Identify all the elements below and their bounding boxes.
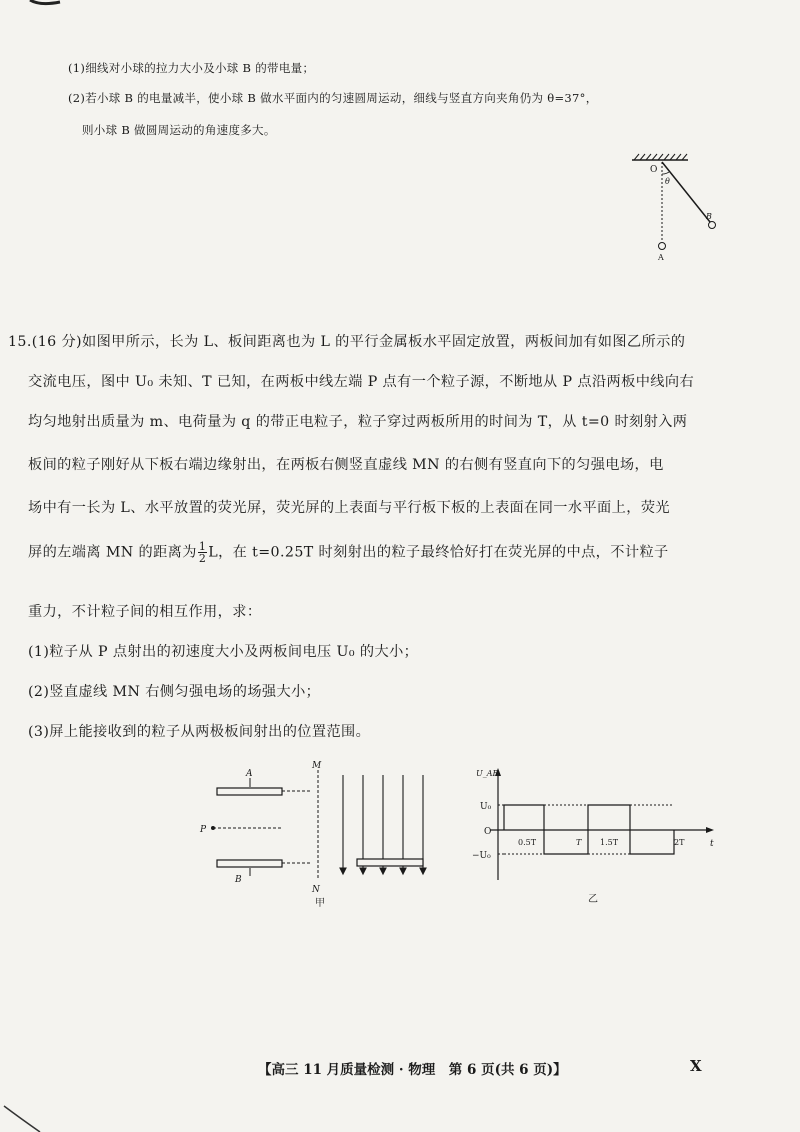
lower-plate — [217, 860, 282, 867]
problem-15-line5: 场中有一长为 L、水平放置的荧光屏，荧光屏的上表面与平行板下板的上表面在同一水平面上，荧光 — [28, 500, 670, 516]
tick-T: T — [576, 838, 582, 847]
tick-1.5T: 1.5T — [600, 838, 619, 847]
problem-score: (16 分) — [31, 334, 82, 350]
fraction-one-half: $\frac{1}{2}$ — [198, 540, 207, 565]
question-2: (2)竖直虚线 MN 右侧匀强电场的场强大小； — [28, 684, 321, 700]
page-footer: 【高三 11 月质量检测 · 物理 第 6 页(共 6 页)】 — [258, 1062, 567, 1078]
caption-yi: 乙 — [588, 894, 598, 905]
scan-artifact-bottom — [0, 1100, 80, 1132]
label-U0: U₀ — [480, 802, 492, 812]
problem-15-line2: 交流电压，图中 U₀ 未知、T 已知，在两板中线左端 P 点有一个粒子源，不断地从 P 点沿两板中线向右 — [28, 374, 695, 390]
label-O: O — [650, 165, 658, 175]
figure-jia — [195, 760, 445, 910]
tick-2T: 2T — [674, 838, 685, 847]
label-B: B — [706, 212, 712, 221]
label-theta: θ — [665, 177, 670, 186]
question-3: (3)屏上能接收到的粒子从两极板间射出的位置范围。 — [28, 724, 371, 740]
point-P — [211, 826, 215, 830]
label-O: O — [484, 827, 492, 837]
problem-15-line4: 板间的粒子刚好从下板右端边缘射出，在两板右侧竖直虚线 MN 的右侧有竖直向下的匀强电场，电 — [28, 457, 664, 473]
question-1: (1)粒子从 P 点射出的初速度大小及两板间电压 U₀ 的大小； — [28, 644, 419, 660]
caption-jia: 甲 — [315, 898, 325, 909]
prev-question-2-line1: (2)若小球 B 的电量减半，使小球 B 做水平面内的匀速圆周运动，细线与竖直方向夹角仍为 θ=37°， — [68, 91, 598, 105]
tick-0.5T: 0.5T — [518, 838, 537, 847]
string-line — [662, 162, 710, 222]
prev-question-1: (1)细线对小球的拉力大小及小球 B 的带电量； — [68, 61, 315, 75]
label-M: M — [312, 761, 322, 771]
problem-15-line1: 15.(16 分)如图甲所示，长为 L、板间距离也为 L 的平行金属板水平固定放置，两板间加有如图乙所示的 — [8, 334, 686, 350]
label-UAB: U_AB — [476, 769, 499, 778]
problem-15-line6: 屏的左端离 MN 的距离为 $\frac{1}{2}$ L，在 t=0.25T 时刻射出的粒子最终恰好打在荧光屏的中点，不计粒子 — [28, 540, 669, 565]
label-t: t — [710, 839, 714, 849]
ball-B — [709, 222, 716, 229]
footer-mark: X — [690, 1057, 702, 1075]
problem-15-line3: 均匀地射出质量为 m、电荷量为 q 的带正电粒子，粒子穿过两板所用的时间为 T，从 t=0 时刻射入两 — [28, 414, 688, 430]
upper-plate — [217, 788, 282, 795]
pendulum-figure — [620, 150, 730, 265]
problem-15-line7: 重力，不计粒子间的相互作用，求： — [28, 604, 262, 620]
prev-question-2-line2: 则小球 B 做圆周运动的角速度多大。 — [82, 123, 276, 137]
fluorescent-screen — [357, 859, 423, 866]
label-A: A — [658, 253, 664, 262]
label-A: A — [246, 769, 253, 779]
label-negU0: −U₀ — [472, 851, 491, 861]
ball-A — [659, 243, 666, 250]
problem-number: 15. — [8, 334, 32, 350]
label-B: B — [235, 875, 242, 885]
scan-artifact-top — [0, 0, 120, 20]
label-N: N — [312, 885, 320, 895]
label-P: P — [200, 825, 207, 835]
figure-yi — [470, 760, 720, 910]
